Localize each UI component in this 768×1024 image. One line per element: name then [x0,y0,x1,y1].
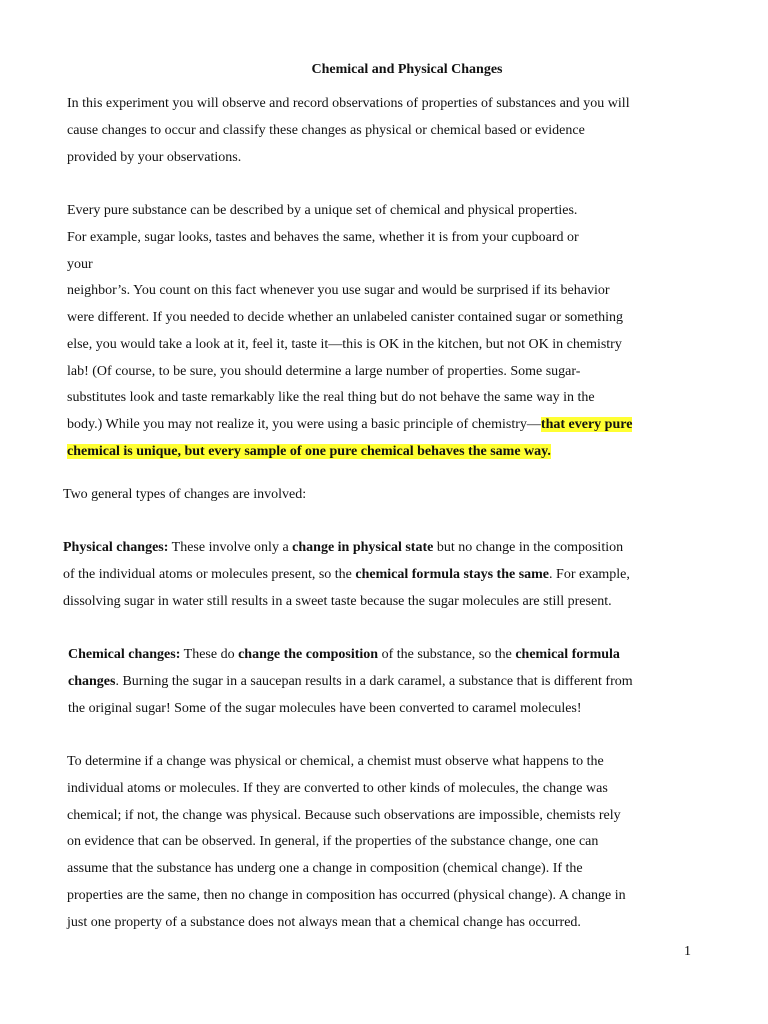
intro-line-2: cause changes to occur and classify these changes as physical or chemical based or evidence [67,123,585,138]
determine-line-1: To determine if a change was physical or chemical, a chemist must observe what happens to the [67,754,604,769]
chemical-text: of the substance, so the [378,647,516,662]
body-line-7: lab! (Of course, to be sure, you should determine a large number of properties. Some sugar- [67,364,581,379]
chemical-text: . Burning the sugar in a saucepan results in a dark caramel, a substance that is different from [115,674,633,689]
body-line-8: substitutes look and taste remarkably like the real thing but do not behave the same way in the [67,390,595,405]
physical-bold: chemical formula stays the same [355,567,550,582]
chemical-bold: changes [68,674,116,689]
highlighted-principle-part-2: chemical is unique, but every sample of one pure chemical behaves the same way. [67,444,551,459]
determine-line-6: properties are the same, then no change in composition has occurred (physical change). A change in [67,888,626,903]
chemical-line-3: the original sugar! Some of the sugar molecules have been converted to caramel molecules! [68,701,582,716]
physical-line-2 [63,567,630,583]
determine-line-2: individual atoms or molecules. If they are converted to other kinds of molecules, the change was [67,781,608,796]
physical-heading: Physical changes: [63,540,169,555]
body-line-4: neighbor’s. You count on this fact whenever you use sugar and would be surprised if its behavior [67,283,610,298]
physical-text: of the individual atoms or molecules present, so the [63,567,356,582]
chemical-bold: chemical formula [515,647,620,662]
intro-line-1: In this experiment you will observe and record observations of properties of substances and you will [67,96,630,111]
determine-line-3: chemical; if not, the change was physical. Because such observations are impossible, chemists rely [67,808,621,823]
body-line-10 [67,444,551,460]
body-line-1: Every pure substance can be described by a unique set of chemical and physical properties. [67,203,578,218]
physical-bold: change in physical state [292,540,434,555]
chemical-bold: change the composition [238,647,379,662]
determine-line-5: assume that the substance has underg one a change in composition (chemical change). If the [67,861,583,876]
types-intro: Two general types of changes are involved: [63,487,307,502]
body-line-9 [67,417,632,433]
body-line-6: else, you would take a look at it, feel it, taste it—this is OK in the kitchen, but not OK in chemistry [67,337,622,352]
chemical-heading: Chemical changes: [68,647,181,662]
body-line-5: were different. If you needed to decide whether an unlabeled canister contained sugar or something [67,310,624,325]
body-line-9-text: body.) While you may not realize it, you were using a basic principle of chemistry— [67,417,541,432]
physical-line-1 [63,540,623,556]
physical-text: These involve only a [168,540,293,555]
intro-line-3: provided by your observations. [67,150,242,165]
body-line-2: For example, sugar looks, tastes and behaves the same, whether it is from your cupboard or [67,230,579,245]
chemical-line-2 [68,674,633,690]
body-line-3: your [67,257,93,272]
document-title: Chemical and Physical Changes [311,62,503,77]
determine-line-4: on evidence that can be observed. In general, if the properties of the substance change, one can [67,834,599,849]
highlighted-principle-part-1: that every pure [540,417,633,432]
physical-line-3: dissolving sugar in water still results in a sweet taste because the sugar molecules are still present. [63,594,612,609]
determine-line-7: just one property of a substance does not always mean that a chemical change has occurred. [67,915,581,930]
page-number: 1 [684,944,691,959]
physical-text: . For example, [549,567,630,582]
physical-text: but no change in the composition [433,540,624,555]
chemical-line-1 [68,647,620,663]
chemical-text: These do [180,647,239,662]
